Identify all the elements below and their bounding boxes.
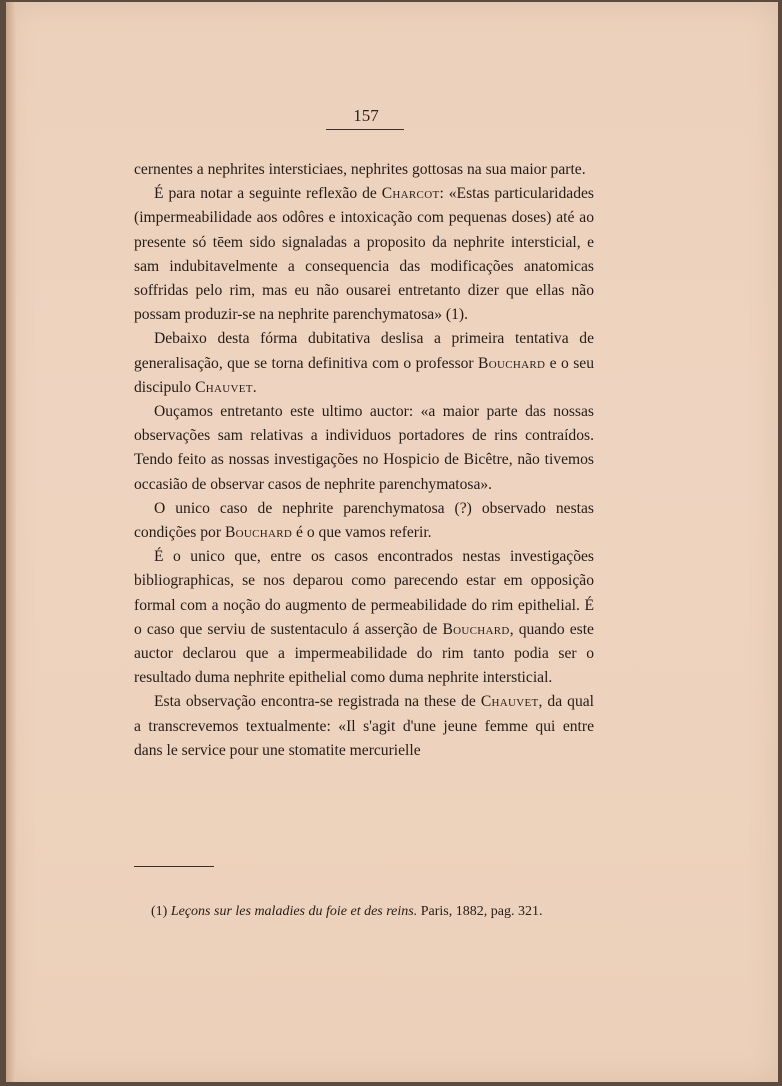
paragraph-text: . [252, 378, 257, 396]
page-number: 157 [353, 106, 379, 125]
paragraph [134, 327, 594, 400]
paragraph [134, 690, 594, 763]
paragraph [134, 497, 594, 545]
footnote-rule [134, 866, 214, 867]
author-name: Bouchard [478, 354, 546, 372]
footnote-rest: Paris, 1882, pag. 321. [420, 904, 543, 919]
paragraph [134, 182, 594, 327]
paragraph-text: Ouçamos entretanto este ultimo auctor: «a maior parte das nossas observações sam relativas a individuos portadores de rins contraídos. Tendo feito as nossas investigações no Hospicio de Bicêtre, não tivemos occasião de observar casos de nephrite parenchymatosa». [134, 403, 594, 493]
paragraph-text: : «Estas particularidades (impermeabilidade aos odôres e intoxicação com pequenas doses) até ao presente só tēem sido signaladas a proposito da nephrite intersticial, e sam indubitavelmente a consequencia das modificações anatomicas soffridas pelo rim, mas eu não ousarei entretanto dizer que ellas não possam produzir-se na nephrite parenchymatosa» (1). [134, 185, 594, 324]
paragraph-text: É para notar a seguinte reflexão de [154, 185, 382, 203]
paragraph-text: é o que vamos referir. [292, 524, 432, 542]
paragraph-text: e o seu discipulo [134, 354, 595, 396]
header-rule [326, 129, 404, 130]
body-text [134, 158, 594, 763]
paragraph [134, 400, 594, 497]
footnote-marker: (1) [151, 904, 168, 919]
author-name: Charcot [381, 185, 440, 203]
author-name: Bouchard [442, 620, 510, 638]
page-spine-edge [6, 2, 16, 1082]
paragraph-text: cernentes a nephrites intersticiaes, nephrites gottosas na sua maior parte. [134, 161, 586, 178]
paragraph-text: Debaixo desta fórma dubitativa deslisa a primeira tentativa de generalisação, que se torna definitiva com o professor [134, 330, 594, 372]
author-name: Chauvet [480, 693, 539, 711]
book-page [6, 2, 778, 1082]
paragraph [134, 158, 594, 182]
paragraph-text: , quando este auctor declarou que a impermeabilidade do rim tanto podia ser o resultado duma nephrite epithelial como duma nephrite intersticial. [134, 620, 594, 687]
paragraph-text: O unico caso de nephrite parenchymatosa (?) observado nestas condições por [134, 499, 594, 542]
paragraph-text: É o unico que, entre os casos encontrados nestas investigações bibliographicas, se nos deparou como parecendo estar em opposição formal com a noção do augmento de permeabilidade do rim epithelial. É o caso que serviu de sustentaculo á asserção de [134, 548, 594, 638]
footnote [151, 904, 621, 920]
paragraph [134, 545, 594, 690]
paragraph-text: , da qual a transcrevemos textualmente: «Il s'agit d'une jeune femme qui entre dans le service pour une stomatite mercurielle [134, 693, 594, 759]
paragraph-text: Esta observação encontra-se registrada na these de [154, 693, 481, 711]
author-name: Bouchard [224, 524, 293, 542]
footnote-title: Leçons sur les maladies du foie et des reins. [170, 904, 418, 919]
author-name: Chauvet [195, 378, 253, 396]
